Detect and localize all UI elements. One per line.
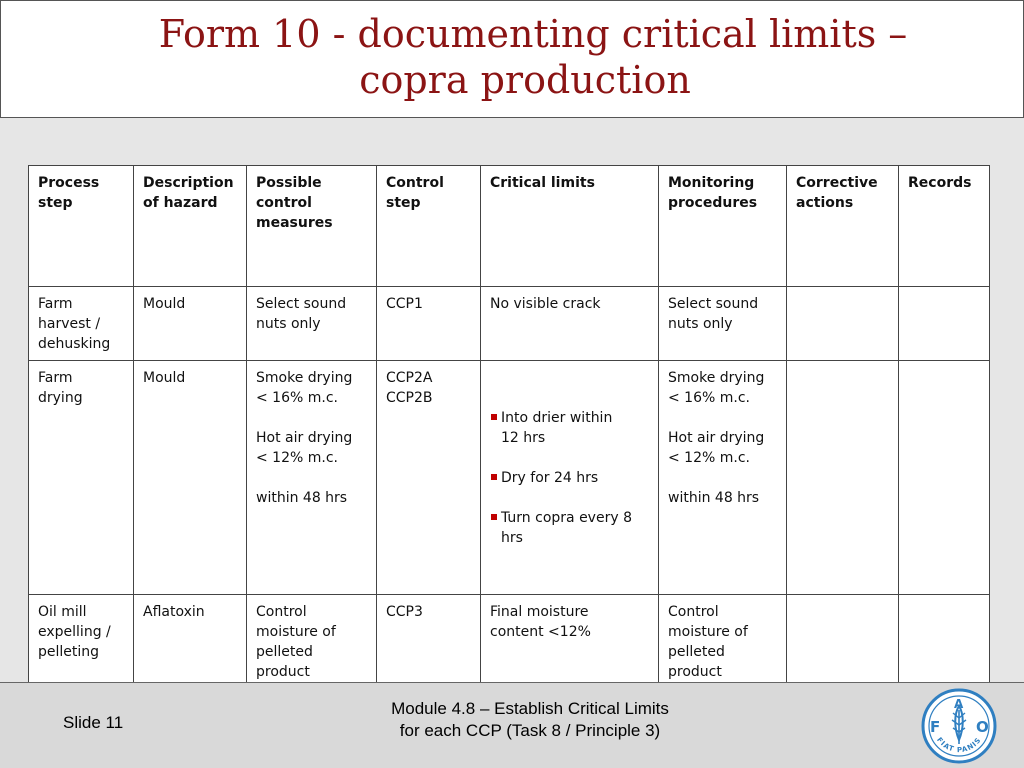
cell-control-measures: Select sound nuts only xyxy=(247,287,377,361)
cell-corrective-actions[interactable] xyxy=(787,287,899,361)
cell-records[interactable] xyxy=(899,595,990,689)
cell-critical-limits xyxy=(481,361,659,595)
table-row xyxy=(29,595,990,689)
list-item: Into drier within 12 hrs xyxy=(490,408,649,448)
module-line-1: Module 4.8 – Establish Critical Limits xyxy=(391,699,669,718)
svg-text:FIAT PANIS: FIAT PANIS xyxy=(935,735,983,755)
list-item: Dry for 24 hrs xyxy=(490,468,649,488)
module-line-2: for each CCP (Task 8 / Principle 3) xyxy=(399,721,661,740)
cell-hazard: Aflatoxin xyxy=(134,595,247,689)
slide-footer xyxy=(0,682,1024,768)
table-header-row xyxy=(29,166,990,287)
header-records: Records xyxy=(899,166,990,287)
header-possible-control-measures: Possible control measures xyxy=(247,166,377,287)
header-monitoring-procedures: Monitoring procedures xyxy=(659,166,787,287)
critical-limits-list xyxy=(490,388,649,568)
cell-hazard: Mould xyxy=(134,361,247,595)
svg-text:F: F xyxy=(930,718,941,736)
slide-title xyxy=(1,11,1024,103)
cell-critical-limits: Final moisture content <12% xyxy=(481,595,659,689)
cell-hazard: Mould xyxy=(134,287,247,361)
cell-control-step: CCP1 xyxy=(377,287,481,361)
cell-records[interactable] xyxy=(899,361,990,595)
cell-control-step: CCP3 xyxy=(377,595,481,689)
list-item: Turn copra every 8 hrs xyxy=(490,508,649,548)
cell-corrective-actions[interactable] xyxy=(787,595,899,689)
header-description-of-hazard: Description of hazard xyxy=(134,166,247,287)
slide-number: Slide 11 xyxy=(63,713,124,732)
svg-text:O: O xyxy=(976,718,989,736)
cell-process-step: Farm drying xyxy=(29,361,134,595)
module-caption xyxy=(330,698,730,742)
header-control-step: Control step xyxy=(377,166,481,287)
cell-control-measures: Smoke drying < 16% m.c. Hot air drying < 12% m.c. within 48 hrs xyxy=(247,361,377,595)
svg-text:A: A xyxy=(954,697,964,711)
critical-limits-table xyxy=(28,165,990,689)
cell-records[interactable] xyxy=(899,287,990,361)
cell-monitoring: Smoke drying < 16% m.c. Hot air drying < 12% m.c. within 48 hrs xyxy=(659,361,787,595)
title-band xyxy=(0,0,1024,118)
cell-process-step: Farm harvest / dehusking xyxy=(29,287,134,361)
cell-corrective-actions[interactable] xyxy=(787,361,899,595)
cell-critical-limits: No visible crack xyxy=(481,287,659,361)
header-corrective-actions: Corrective actions xyxy=(787,166,899,287)
fao-logo-icon xyxy=(921,688,997,764)
cell-process-step: Oil mill expelling / pelleting xyxy=(29,595,134,689)
cell-monitoring: Select sound nuts only xyxy=(659,287,787,361)
header-process-step: Process step xyxy=(29,166,134,287)
title-line-1: Form 10 - documenting critical limits – xyxy=(158,12,908,56)
header-critical-limits: Critical limits xyxy=(481,166,659,287)
table-row xyxy=(29,361,990,595)
cell-control-measures: Control moisture of pelleted product xyxy=(247,595,377,689)
cell-monitoring: Control moisture of pelleted product xyxy=(659,595,787,689)
table-row xyxy=(29,287,990,361)
cell-control-step: CCP2A CCP2B xyxy=(377,361,481,595)
title-line-2: copra production xyxy=(359,58,691,102)
critical-limits-form xyxy=(28,165,989,689)
